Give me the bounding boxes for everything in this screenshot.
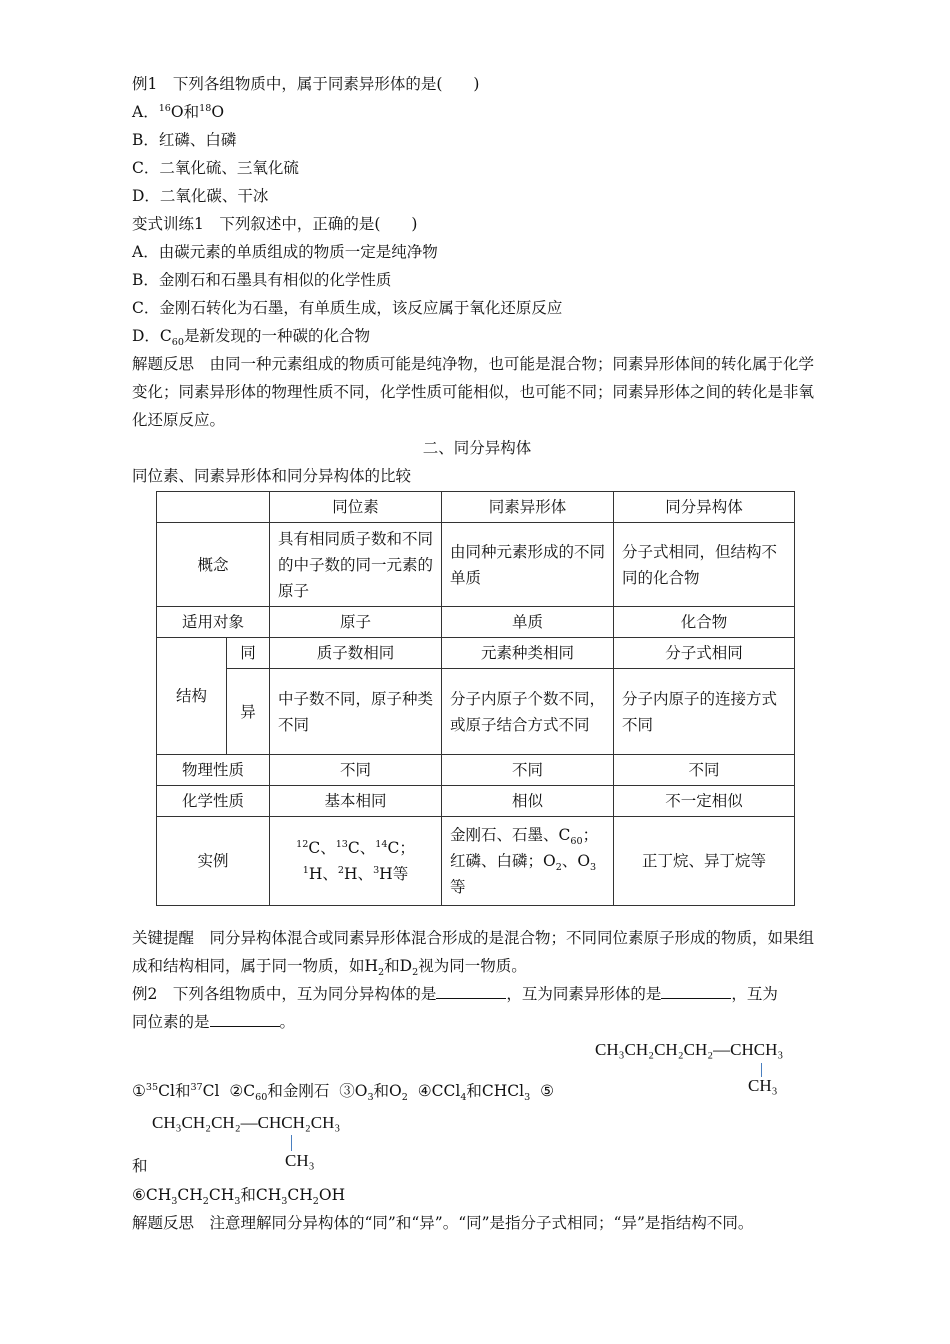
example1-question: 例1 下列各组物质中，属于同素异形体的是( ) xyxy=(132,75,480,93)
chem-allotrope: 相似 xyxy=(442,786,614,817)
row-label-object: 适用对象 xyxy=(157,607,270,638)
object-isomer: 化合物 xyxy=(614,607,795,638)
and-connector: 和 xyxy=(132,1157,148,1175)
table-caption: 同位素、同素异形体和同分异构体的比较 xyxy=(132,467,412,485)
variant1-option-c: C．金刚石转化为石墨，有单质生成，该反应属于氧化还原反应 xyxy=(132,299,563,317)
table-row-example xyxy=(157,817,795,906)
structure-2-bond xyxy=(291,1135,292,1151)
comparison-table xyxy=(156,491,795,906)
object-allotrope: 单质 xyxy=(442,607,614,638)
variant1-question: 变式训练1 下列叙述中，正确的是( ) xyxy=(132,215,418,233)
table-corner-cell xyxy=(157,492,270,523)
reflection-2: 解题反思 注意理解同分异构体的“同”和“异”。“同”是指分子式相同；“异”是指结构不同。 xyxy=(132,1214,754,1232)
example1-option-a: A．$^{16}$O和$^{18}$O xyxy=(132,102,225,121)
table-row-object xyxy=(157,607,795,638)
table-row-concept xyxy=(157,523,795,607)
phys-isotope: 不同 xyxy=(270,755,442,786)
structure-1-branch: CH₃ xyxy=(748,1076,778,1095)
chem-isomer: 不一定相似 xyxy=(614,786,795,817)
answer-blank-isomer[interactable] xyxy=(436,984,506,999)
structure-1-main-chain: CH₃CH₂CH₂CH₂—CHCH₃ xyxy=(595,1040,784,1059)
variant1-option-b: B．金刚石和石墨具有相似的化学性质 xyxy=(132,271,392,289)
same-isomer: 分子式相同 xyxy=(614,638,795,669)
reflection-1: 解题反思 由同一种元素组成的物质可能是纯净物，也可能是混合物；同素异形体间的转化属于化学变化；同素异形体的物理性质不同，化学性质可能相似，也可能不同；同素异形体之间的转化是非氧化还原反应。 xyxy=(132,355,815,429)
key-point: 关键提醒 同分异构体混合或同素异形体混合形成的是混合物；不同同位素原子形成的物质，如果组成和结构相同，属于同一物质，如$H_2$和$D_2$视为同一物质。 xyxy=(132,929,815,979)
phys-isomer: 不同 xyxy=(614,755,795,786)
example-isotope: $^{12}$C、$^{13}$C、$^{14}$C； $^1$H、$^2$H、$^3$H等 xyxy=(270,817,442,906)
header-isomer: 同分异构体 xyxy=(614,492,795,523)
example-allotrope: 金刚石、石墨、$C_{60}$；红磷、白磷；$O_2$、$O_3$等 xyxy=(442,817,614,906)
structure-1-bond xyxy=(761,1063,762,1077)
row-label-concept: 概念 xyxy=(157,523,270,607)
table-row-chemical xyxy=(157,786,795,817)
row-label-diff: 异 xyxy=(227,669,270,755)
structure-2-branch: CH₃ xyxy=(285,1151,315,1170)
answer-blank-isotope[interactable] xyxy=(210,1012,280,1027)
row-label-chemical: 化学性质 xyxy=(157,786,270,817)
header-allotrope: 同素异形体 xyxy=(442,492,614,523)
header-isotope: 同位素 xyxy=(270,492,442,523)
section-title: 二、同分异构体 xyxy=(422,439,532,457)
document-body xyxy=(132,70,822,490)
example1-option-b: B．红磷、白磷 xyxy=(132,131,237,149)
table-header-row xyxy=(157,492,795,523)
example1-option-c: C．二氧化硫、三氧化硫 xyxy=(132,159,299,177)
diff-isotope: 中子数不同，原子种类不同 xyxy=(270,669,442,755)
row-label-same: 同 xyxy=(227,638,270,669)
row-label-example: 实例 xyxy=(157,817,270,906)
row-label-structure: 结构 xyxy=(157,638,227,755)
concept-isomer: 分子式相同，但结构不同的化合物 xyxy=(614,523,795,607)
same-allotrope: 元素种类相同 xyxy=(442,638,614,669)
row-label-physical: 物理性质 xyxy=(157,755,270,786)
example-isomer: 正丁烷、异丁烷等 xyxy=(614,817,795,906)
concept-allotrope: 由同种元素形成的不同单质 xyxy=(442,523,614,607)
variant1-option-d: D．$C_{60}$是新发现的一种碳的化合物 xyxy=(132,327,371,349)
chem-isotope: 基本相同 xyxy=(270,786,442,817)
diff-isomer: 分子内原子的连接方式不同 xyxy=(614,669,795,755)
example2-question-line1: 例2 下列各组物质中，互为同分异构体的是 ，互为同素异形体的是 ，互为 xyxy=(132,985,778,1003)
table-row-physical xyxy=(157,755,795,786)
phys-allotrope: 不同 xyxy=(442,755,614,786)
example1-option-d: D．二氧化碳、干冰 xyxy=(132,187,269,205)
variant1-option-a: A．由碳元素的单质组成的物质一定是纯净物 xyxy=(132,243,438,261)
object-isotope: 原子 xyxy=(270,607,442,638)
same-isotope: 质子数相同 xyxy=(270,638,442,669)
concept-isotope: 具有相同质子数和不同的中子数的同一元素的原子 xyxy=(270,523,442,607)
example2-question-line2: 同位素的是 。 xyxy=(132,1013,296,1031)
structure-2-main-chain: CH₃CH₂CH₂—CHCH₂CH₃ xyxy=(152,1113,341,1132)
answer-blank-allotrope[interactable] xyxy=(661,984,731,999)
table-row-structure-same xyxy=(157,638,795,669)
table-row-structure-diff xyxy=(157,669,795,755)
example2-item-6: $⑥CH_3CH_2CH_3$和$CH_3CH_2OH$ xyxy=(132,1186,346,1208)
diff-allotrope: 分子内原子个数不同，或原子结合方式不同 xyxy=(442,669,614,755)
example2-items-line: ①$^{35}$Cl和$^{37}$Cl $②C_{60}$和金刚石 $③O_3$和$O_2$ ④CCl$_4$和CHCl$_3$ ⑤ xyxy=(132,1081,554,1104)
